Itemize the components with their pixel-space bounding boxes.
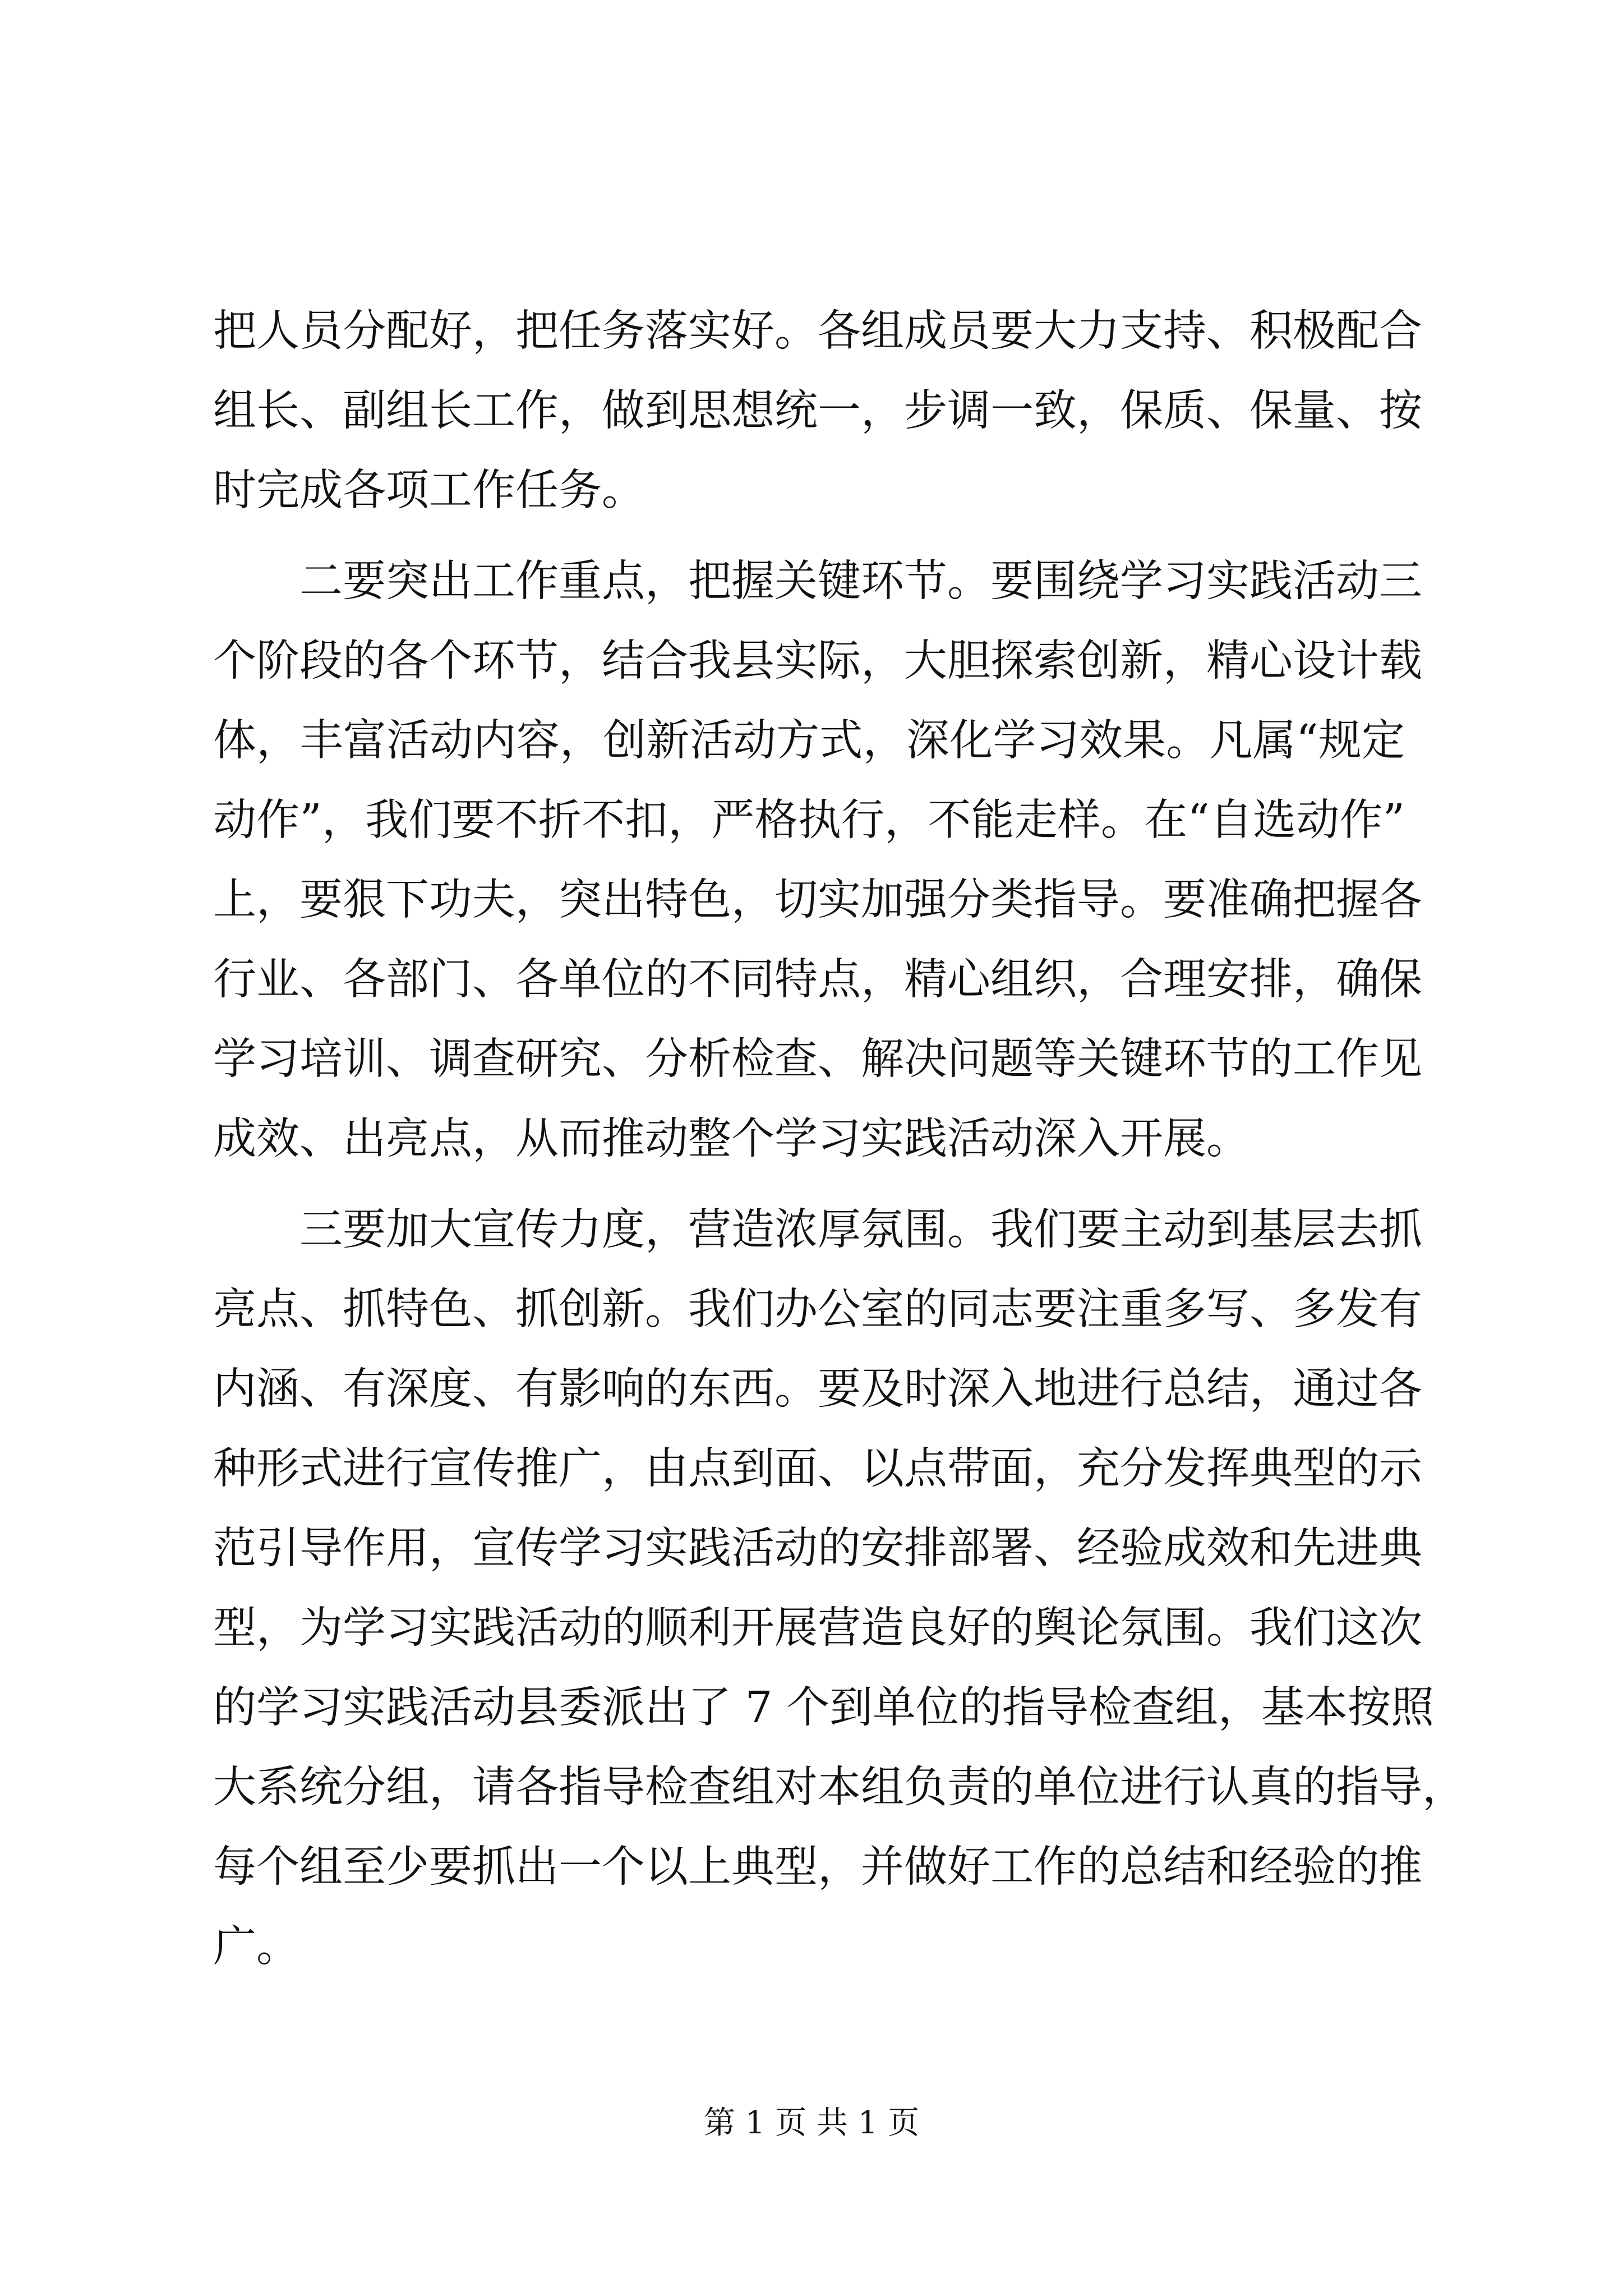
text-line: 型，为学习实践活动的顺利开展营造良好的舆论氛围。我们这次 [213,1603,1422,1653]
paragraph-3 [213,1190,1465,1987]
text-line: 动作”，我们要不折不扣，严格执行，不能走样。在“自选动作” [213,795,1405,845]
page-footer: 第 1 页 共 1 页 [703,2105,920,2141]
text-line: 大系统分组，请各指导检查组对本组负责的单位进行认真的指导， [213,1763,1465,1812]
text-line: 亮点、抓特色、抓创新。我们办公室的同志要注重多写、多发有 [213,1285,1422,1335]
text-line: 的学习实践活动县委派出了 7 个到单位的指导检查组，基本按照 [213,1683,1434,1733]
text-line: 种形式进行宣传推广，由点到面、以点带面，充分发挥典型的示 [213,1444,1422,1494]
text-line: 三要加大宣传力度，营造浓厚氛围。我们要主动到基层去抓 [299,1205,1422,1255]
document-body [213,292,1465,1987]
text-line: 成效、出亮点，从而推动整个学习实践活动深入开展。 [213,1114,1249,1164]
text-line: 二要突出工作重点，把握关键环节。要围绕学习实践活动三 [299,556,1422,606]
text-line: 上，要狠下功夫，突出特色，切实加强分类指导。要准确把握各 [213,875,1422,925]
text-line: 范引导作用，宣传学习实践活动的安排部署、经验成效和先进典 [213,1524,1422,1573]
text-line: 学习培训、调查研究、分析检查、解决问题等关键环节的工作见 [213,1034,1422,1084]
text-line: 时完成各项工作任务。 [213,466,645,516]
text-line: 行业、各部门、各单位的不同特点，精心组织，合理安排，确保 [213,955,1422,1005]
text-line: 广。 [213,1922,299,1972]
text-line: 把人员分配好，把任务落实好。各组成员要大力支持、积极配合 [213,306,1422,356]
text-line: 组长、副组长工作，做到思想统一，步调一致，保质、保量、按 [213,386,1422,436]
text-line: 每个组至少要抓出一个以上典型，并做好工作的总结和经验的推 [213,1842,1422,1892]
text-line: 内涵、有深度、有影响的东西。要及时深入地进行总结，通过各 [213,1364,1422,1414]
text-line: 体，丰富活动内容，创新活动方式，深化学习效果。凡属“规定 [213,716,1405,766]
text-line: 个阶段的各个环节，结合我县实际，大胆探索创新，精心设计载 [213,636,1422,686]
paragraph-1 [213,292,1422,531]
paragraph-2 [213,542,1422,1179]
